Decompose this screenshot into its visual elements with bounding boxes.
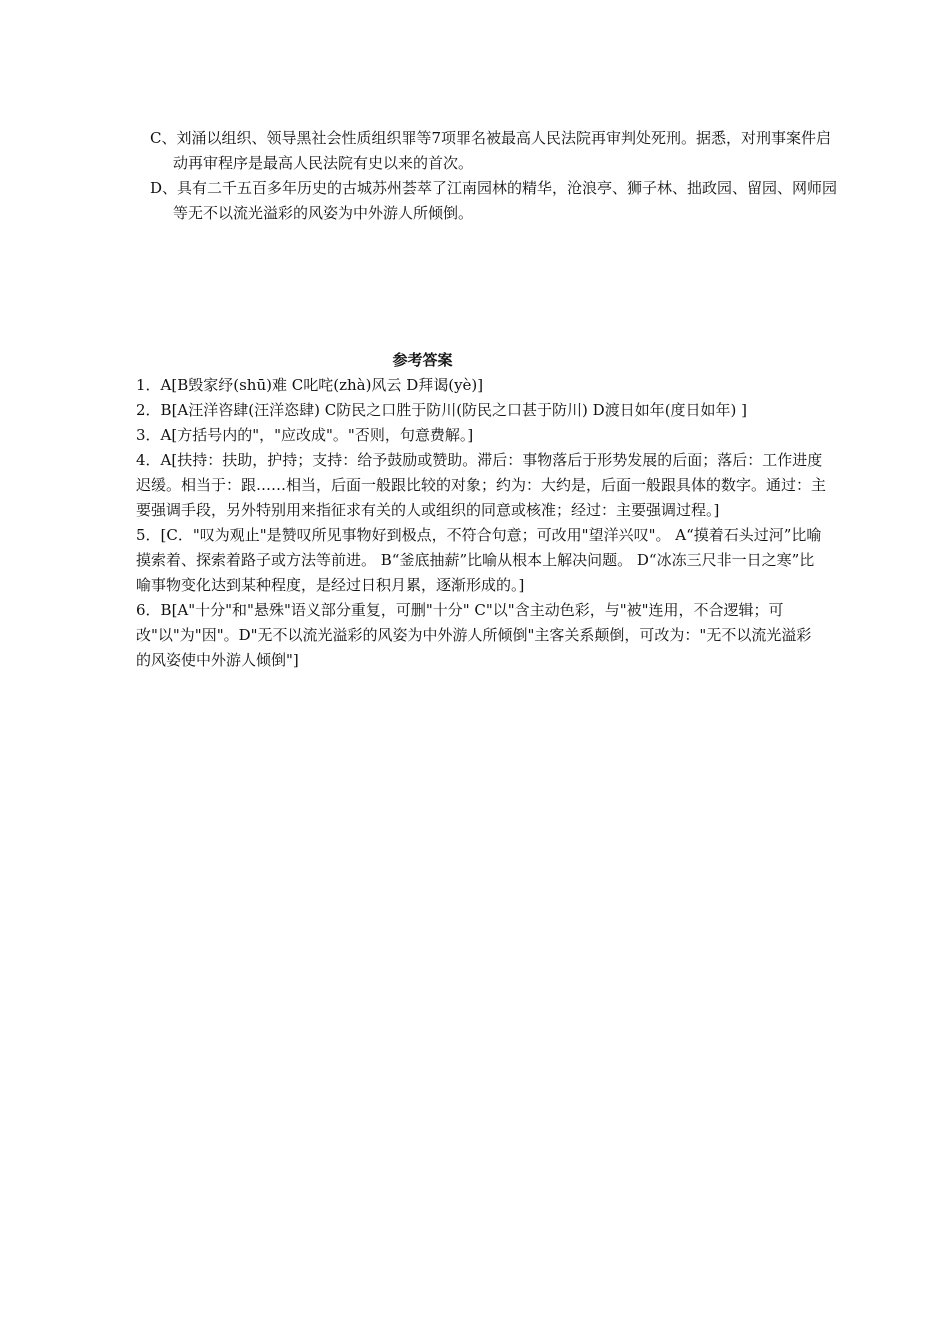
answers-title: 参考答案	[392, 351, 453, 369]
answer-item-6: 6．B[A"十分"和"悬殊"语义部分重复，可删"十分" C"以"含主动色彩，与"被"连用，不合逻辑；可改"以"为"因"。D"无不以流光溢彩的风姿为中外游人所倾倒"主客关系颠倒，可改为："无不以流光溢彩的风姿使中外游人倾倒"]	[136, 601, 812, 669]
question-options	[150, 126, 840, 226]
answers-list	[136, 373, 826, 673]
answer-item-1: 1．A[B毁家纾(shū)难 C叱咤(zhà)风云 D拜谒(yè)]	[136, 376, 484, 394]
answer-item-5: 5．[C．"叹为观止"是赞叹所见事物好到极点，不符合句意；可改用"望洋兴叹"。 A“摸着石头过河”比喻摸索着、探索着路子或方法等前进。 B“釜底抽薪”比喻从根本上解决问题。 D“冰冻三尺非一日之寒”比喻事物变化达到某种程度，是经过日积月累，逐渐形成的。]	[136, 526, 822, 594]
option-c: C、刘涌以组织、领导黑社会性质组织罪等7项罪名被最高人民法院再审判处死刑。据悉，对刑事案件启动再审程序是最高人民法院有史以来的首次。	[150, 129, 832, 172]
option-d: D、具有二千五百多年历史的古城苏州荟萃了江南园林的精华，沧浪亭、狮子林、拙政园、留园、网师园等无不以流光溢彩的风姿为中外游人所倾倒。	[150, 179, 838, 222]
answer-item-2: 2．B[A汪洋咨肆(汪洋恣肆) C防民之口胜于防川(防民之口甚于防川) D渡日如年(度日如年) ]	[136, 401, 748, 419]
answer-item-3: 3．A[方括号内的"，"应改成"。"否则，句意费解。]	[136, 426, 474, 444]
answer-item-4: 4．A[扶持：扶助，护持；支持：给予鼓励或赞助。滞后：事物落后于形势发展的后面；落后：工作进度迟缓。相当于：跟……相当，后面一般跟比较的对象；约为：大约是，后面一般跟具体的数字。通过：主要强调手段，另外特别用来指征求有关的人或组织的同意或核准；经过：主要强调过程。]	[136, 451, 827, 519]
